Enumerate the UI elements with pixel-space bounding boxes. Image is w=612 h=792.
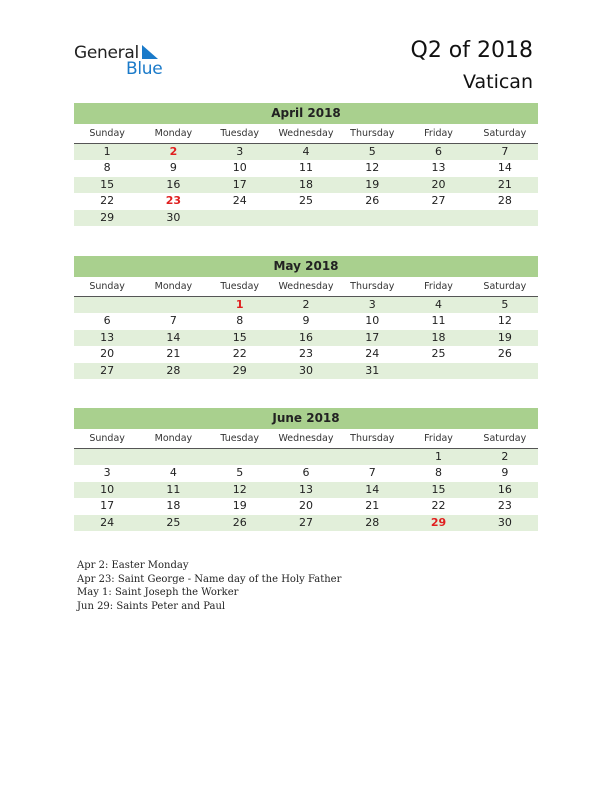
weekday-header-row [74, 124, 538, 144]
day-cell [140, 449, 206, 465]
week-row [74, 313, 538, 329]
month-calendar-april [74, 103, 538, 226]
day-cell: 19 [365, 177, 380, 191]
weekday-label: Thursday [350, 281, 395, 292]
weekday-label: Friday [424, 281, 453, 292]
day-cell: 30 [166, 210, 181, 224]
day-cell: 2 [501, 450, 509, 463]
day-cell: 8 [435, 466, 443, 480]
day-cell [74, 449, 140, 465]
day-cell [140, 297, 206, 313]
weekday-label: Sunday [89, 128, 125, 139]
holiday-day-cell: 2 [169, 145, 178, 158]
day-cell: 23 [497, 499, 512, 513]
day-cell: 5 [368, 145, 376, 158]
day-cell: 20 [100, 347, 115, 361]
day-cell: 27 [298, 515, 313, 529]
country-name: Vatican [462, 71, 533, 93]
day-cell: 14 [166, 330, 181, 344]
day-cell: 27 [431, 194, 446, 208]
day-cell: 17 [232, 177, 247, 191]
day-cell: 1 [435, 450, 443, 463]
day-cell: 7 [368, 466, 376, 480]
week-row [74, 144, 538, 160]
day-cell: 3 [368, 298, 376, 311]
day-cell: 21 [497, 177, 512, 191]
day-cell [207, 449, 273, 465]
month-calendar-may [74, 256, 538, 379]
day-cell [472, 210, 538, 226]
day-cell: 14 [365, 482, 380, 496]
day-cell: 19 [497, 330, 512, 344]
holiday-day-cell: 1 [235, 298, 244, 311]
day-cell: 17 [100, 499, 115, 513]
day-cell: 10 [232, 161, 247, 175]
month-calendar-june [74, 408, 538, 531]
day-cell: 11 [431, 314, 446, 328]
logo-blue-text: Blue [126, 59, 163, 79]
day-cell: 15 [232, 330, 247, 344]
logo-general-text: General [74, 43, 139, 63]
day-cell: 18 [431, 330, 446, 344]
week-row [74, 515, 538, 531]
weekday-label: Saturday [483, 433, 527, 444]
day-cell: 25 [298, 194, 313, 208]
day-cell: 4 [302, 145, 310, 158]
holiday-note: Apr 2: Easter Monday [77, 560, 189, 571]
generalblue-logo [74, 43, 174, 79]
week-row [74, 363, 538, 379]
day-cell: 26 [232, 515, 247, 529]
day-cell: 5 [501, 298, 509, 311]
day-cell: 22 [232, 347, 247, 361]
day-cell: 22 [100, 194, 115, 208]
day-cell: 8 [236, 314, 244, 328]
day-cell: 21 [365, 499, 380, 513]
day-cell: 27 [100, 363, 115, 377]
day-cell: 8 [103, 161, 111, 175]
day-cell: 12 [365, 161, 380, 175]
day-cell: 20 [298, 499, 313, 513]
holiday-note: Apr 23: Saint George - Name day of the Holy Father [77, 573, 342, 585]
weekday-label: Tuesday [220, 128, 260, 139]
day-cell: 25 [431, 347, 446, 361]
day-cell: 23 [298, 347, 313, 361]
day-cell: 13 [298, 482, 313, 496]
weekday-label: Saturday [483, 128, 527, 139]
day-cell: 9 [302, 314, 310, 328]
week-row [74, 193, 538, 209]
day-cell [472, 363, 538, 379]
day-cell: 25 [166, 515, 181, 529]
day-cell: 9 [501, 466, 509, 480]
day-cell: 16 [166, 177, 181, 191]
holiday-note: Jun 29: Saints Peter and Paul [77, 600, 226, 612]
week-row [74, 482, 538, 498]
day-cell: 7 [501, 145, 509, 158]
day-cell [339, 449, 405, 465]
weekday-label: Wednesday [278, 281, 334, 292]
month-title: May 2018 [74, 256, 538, 277]
day-cell: 19 [232, 499, 247, 513]
weekday-label: Tuesday [220, 433, 260, 444]
day-cell: 6 [103, 314, 111, 328]
weekday-label: Tuesday [220, 281, 260, 292]
day-cell: 14 [497, 161, 512, 175]
day-cell: 28 [497, 194, 512, 208]
week-row [74, 297, 538, 313]
week-row [74, 498, 538, 514]
weekday-label: Sunday [89, 433, 125, 444]
day-cell: 17 [365, 330, 380, 344]
weekday-label: Saturday [483, 281, 527, 292]
day-cell: 15 [431, 482, 446, 496]
day-cell: 12 [497, 314, 512, 328]
day-cell: 26 [497, 347, 512, 361]
day-cell: 10 [365, 314, 380, 328]
day-cell: 3 [236, 145, 244, 158]
day-cell: 16 [497, 482, 512, 496]
weekday-label: Wednesday [278, 128, 334, 139]
day-cell: 2 [302, 298, 310, 311]
day-cell: 1 [103, 145, 111, 158]
day-cell: 6 [435, 145, 443, 158]
weekday-header-row [74, 277, 538, 297]
day-cell: 30 [298, 363, 313, 377]
day-cell: 24 [100, 515, 115, 529]
month-title: June 2018 [74, 408, 538, 429]
day-cell: 28 [365, 515, 380, 529]
week-row [74, 465, 538, 481]
week-row [74, 160, 538, 176]
weekday-label: Sunday [89, 281, 125, 292]
day-cell: 20 [431, 177, 446, 191]
day-cell: 5 [236, 466, 244, 480]
day-cell: 13 [431, 161, 446, 175]
day-cell: 18 [166, 499, 181, 513]
day-cell: 7 [169, 314, 177, 328]
day-cell: 11 [298, 161, 313, 175]
holiday-notes [77, 559, 341, 613]
day-cell: 9 [169, 161, 177, 175]
day-cell: 28 [166, 363, 181, 377]
weekday-label: Wednesday [278, 433, 334, 444]
day-cell [74, 297, 140, 313]
day-cell: 15 [100, 177, 115, 191]
day-cell: 4 [169, 466, 177, 480]
day-cell: 11 [166, 482, 181, 496]
day-cell: 29 [100, 210, 115, 224]
weekday-label: Thursday [350, 433, 395, 444]
day-cell: 26 [365, 194, 380, 208]
week-row [74, 210, 538, 226]
day-cell [207, 210, 273, 226]
day-cell [405, 363, 471, 379]
weekday-label: Friday [424, 433, 453, 444]
weekday-label: Monday [154, 281, 193, 292]
day-cell [273, 449, 339, 465]
day-cell: 13 [100, 330, 115, 344]
day-cell: 18 [298, 177, 313, 191]
week-row [74, 449, 538, 465]
day-cell: 12 [232, 482, 247, 496]
weekday-label: Monday [154, 433, 193, 444]
day-cell [273, 210, 339, 226]
day-cell: 22 [431, 499, 446, 513]
day-cell: 10 [100, 482, 115, 496]
weekday-label: Thursday [350, 128, 395, 139]
weekday-label: Friday [424, 128, 453, 139]
holiday-day-cell: 23 [165, 194, 182, 208]
day-cell: 24 [365, 347, 380, 361]
day-cell: 29 [232, 363, 247, 377]
day-cell: 16 [298, 330, 313, 344]
day-cell [405, 210, 471, 226]
holiday-day-cell: 29 [430, 515, 447, 529]
day-cell: 4 [435, 298, 443, 311]
day-cell: 3 [103, 466, 111, 480]
weekday-header-row [74, 429, 538, 449]
day-cell: 6 [302, 466, 310, 480]
day-cell [339, 210, 405, 226]
day-cell: 30 [497, 515, 512, 529]
week-row [74, 330, 538, 346]
day-cell: 24 [232, 194, 247, 208]
week-row [74, 346, 538, 362]
holiday-note: May 1: Saint Joseph the Worker [77, 587, 239, 598]
week-row [74, 177, 538, 193]
month-title: April 2018 [74, 103, 538, 124]
day-cell: 21 [166, 347, 181, 361]
day-cell: 31 [365, 363, 380, 377]
weekday-label: Monday [154, 128, 193, 139]
page-title: Q2 of 2018 [410, 38, 533, 63]
